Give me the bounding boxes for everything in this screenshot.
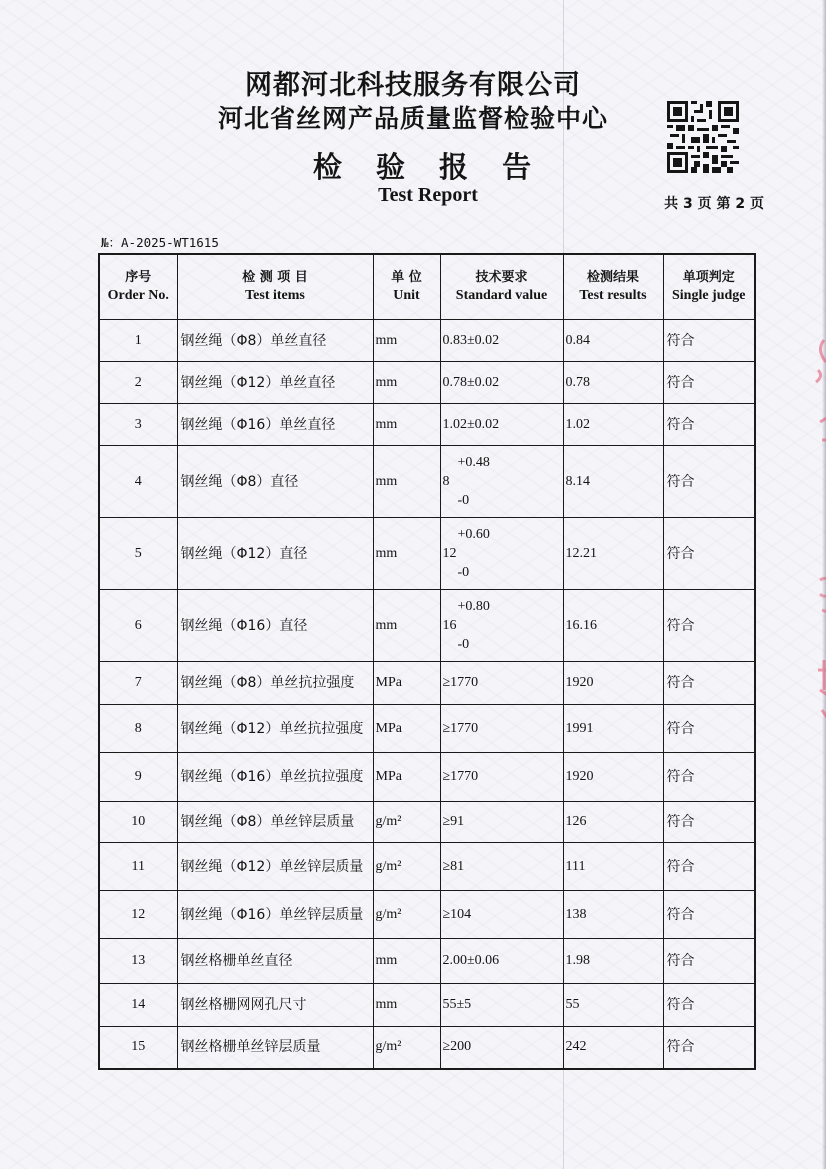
cell-test-result: 0.84 [563,320,663,362]
qr-code-icon [667,101,739,173]
cell-unit: mm [373,984,440,1027]
cell-order-no: 15 [99,1027,177,1069]
header-single-judge: 单项判定 Single judge [663,254,755,320]
table-row [99,662,755,705]
page-count: 共 3 页 第 2 页 [664,196,764,212]
cell-test-result: 1.98 [563,939,663,984]
cell-unit: mm [373,518,440,590]
header-standard-value: 技术要求 Standard value [440,254,563,320]
cell-test-result: 8.14 [563,446,663,518]
inspection-center-name: 河北省丝网产品质量监督检验中心 [217,104,608,133]
cell-standard-value: ≥1770 [440,662,563,705]
header-unit: 单 位 Unit [373,254,440,320]
cell-judge: 符合 [663,1027,755,1069]
table-row [99,843,755,891]
cell-judge: 符合 [663,802,755,843]
cell-test-result: 1920 [563,662,663,705]
cell-judge: 符合 [663,662,755,705]
table-row [99,984,755,1027]
cell-test-item: 钢丝绳（Φ12）单丝直径 [177,362,373,404]
cell-standard-value: ≥200 [440,1027,563,1069]
cell-order-no: 10 [99,802,177,843]
cell-unit: MPa [373,753,440,802]
cell-unit: g/m² [373,891,440,939]
cell-test-item: 钢丝绳（Φ16）单丝直径 [177,404,373,446]
cell-order-no: 14 [99,984,177,1027]
cell-standard-value: 0.78±0.02 [440,362,563,404]
tolerance-base: 12 [442,546,457,561]
report-title-en: Test Report [378,184,478,206]
cell-unit: MPa [373,705,440,753]
cell-unit: mm [373,362,440,404]
tolerance-value [443,525,490,582]
cell-standard-value: ≥81 [440,843,563,891]
tolerance-lower: -0 [457,565,470,580]
table-row [99,1027,755,1069]
cell-standard-value: 1.02±0.02 [440,404,563,446]
tolerance-lower: -0 [457,493,470,508]
cell-unit: mm [373,446,440,518]
table-row [99,446,755,518]
test-results-table [98,253,756,1070]
cell-test-item: 钢丝格栅单丝锌层质量 [177,1027,373,1069]
cell-unit: g/m² [373,843,440,891]
table-row [99,753,755,802]
cell-order-no: 1 [99,320,177,362]
table-row [99,590,755,662]
cell-test-result: 138 [563,891,663,939]
cell-test-result: 0.78 [563,362,663,404]
table-row [99,320,755,362]
cell-judge: 符合 [663,518,755,590]
tolerance-upper: +0.48 [457,455,490,470]
cell-test-result: 126 [563,802,663,843]
cell-test-result: 55 [563,984,663,1027]
cell-order-no: 7 [99,662,177,705]
header-test-results: 检测结果 Test results [563,254,663,320]
cell-standard-value [440,446,563,518]
cell-test-result: 1920 [563,753,663,802]
header-order-no: 序号 Order No. [99,254,177,320]
cell-standard-value [440,518,563,590]
table-row [99,891,755,939]
tolerance-upper: +0.80 [457,599,490,614]
cell-test-result: 16.16 [563,590,663,662]
cell-test-item: 钢丝绳（Φ8）单丝抗拉强度 [177,662,373,705]
cell-standard-value: ≥91 [440,802,563,843]
cell-unit: mm [373,939,440,984]
report-number: №：A-2025-WT1615 [101,235,219,250]
cell-judge: 符合 [663,891,755,939]
report-title-cn: 检 验 报 告 [312,150,544,184]
tolerance-lower: -0 [457,637,470,652]
cell-order-no: 6 [99,590,177,662]
table-row [99,705,755,753]
cell-order-no: 2 [99,362,177,404]
red-seal-partial [806,330,826,730]
cell-standard-value: 55±5 [440,984,563,1027]
header-test-items: 检 测 项 目 Test items [177,254,373,320]
cell-test-result: 1991 [563,705,663,753]
cell-test-item: 钢丝绳（Φ12）直径 [177,518,373,590]
tolerance-value [443,453,490,510]
table-row [99,939,755,984]
table-row [99,362,755,404]
cell-test-result: 12.21 [563,518,663,590]
cell-standard-value [440,590,563,662]
cell-judge: 符合 [663,404,755,446]
cell-test-item: 钢丝格栅网网孔尺寸 [177,984,373,1027]
cell-order-no: 3 [99,404,177,446]
cell-standard-value: ≥1770 [440,705,563,753]
cell-unit: mm [373,590,440,662]
tolerance-upper: +0.60 [457,527,490,542]
cell-order-no: 12 [99,891,177,939]
cell-judge: 符合 [663,939,755,984]
tolerance-base: 16 [442,618,457,633]
table-header-row [99,254,755,320]
cell-standard-value: 2.00±0.06 [440,939,563,984]
cell-order-no: 8 [99,705,177,753]
table-row [99,802,755,843]
cell-order-no: 4 [99,446,177,518]
cell-judge: 符合 [663,590,755,662]
cell-unit: MPa [373,662,440,705]
cell-unit: mm [373,320,440,362]
cell-test-item: 钢丝绳（Φ8）单丝直径 [177,320,373,362]
cell-judge: 符合 [663,705,755,753]
cell-order-no: 11 [99,843,177,891]
cell-judge: 符合 [663,362,755,404]
cell-test-result: 1.02 [563,404,663,446]
cell-unit: g/m² [373,1027,440,1069]
cell-test-result: 242 [563,1027,663,1069]
cell-test-result: 111 [563,843,663,891]
cell-test-item: 钢丝绳（Φ12）单丝锌层质量 [177,843,373,891]
cell-judge: 符合 [663,446,755,518]
cell-judge: 符合 [663,320,755,362]
table-row [99,518,755,590]
cell-test-item: 钢丝绳（Φ8）直径 [177,446,373,518]
cell-test-item: 钢丝格栅单丝直径 [177,939,373,984]
cell-test-item: 钢丝绳（Φ16）直径 [177,590,373,662]
cell-standard-value: 0.83±0.02 [440,320,563,362]
tolerance-base: 8 [442,474,450,489]
cell-standard-value: ≥1770 [440,753,563,802]
cell-judge: 符合 [663,753,755,802]
cell-order-no: 13 [99,939,177,984]
cell-unit: g/m² [373,802,440,843]
cell-test-item: 钢丝绳（Φ16）单丝锌层质量 [177,891,373,939]
cell-judge: 符合 [663,843,755,891]
cell-order-no: 9 [99,753,177,802]
cell-judge: 符合 [663,984,755,1027]
cell-test-item: 钢丝绳（Φ12）单丝抗拉强度 [177,705,373,753]
cell-test-item: 钢丝绳（Φ16）单丝抗拉强度 [177,753,373,802]
cell-test-item: 钢丝绳（Φ8）单丝锌层质量 [177,802,373,843]
cell-order-no: 5 [99,518,177,590]
tolerance-value [443,597,490,654]
cell-unit: mm [373,404,440,446]
organization-name: 网都河北科技服务有限公司 [245,70,581,101]
table-row [99,404,755,446]
cell-standard-value: ≥104 [440,891,563,939]
